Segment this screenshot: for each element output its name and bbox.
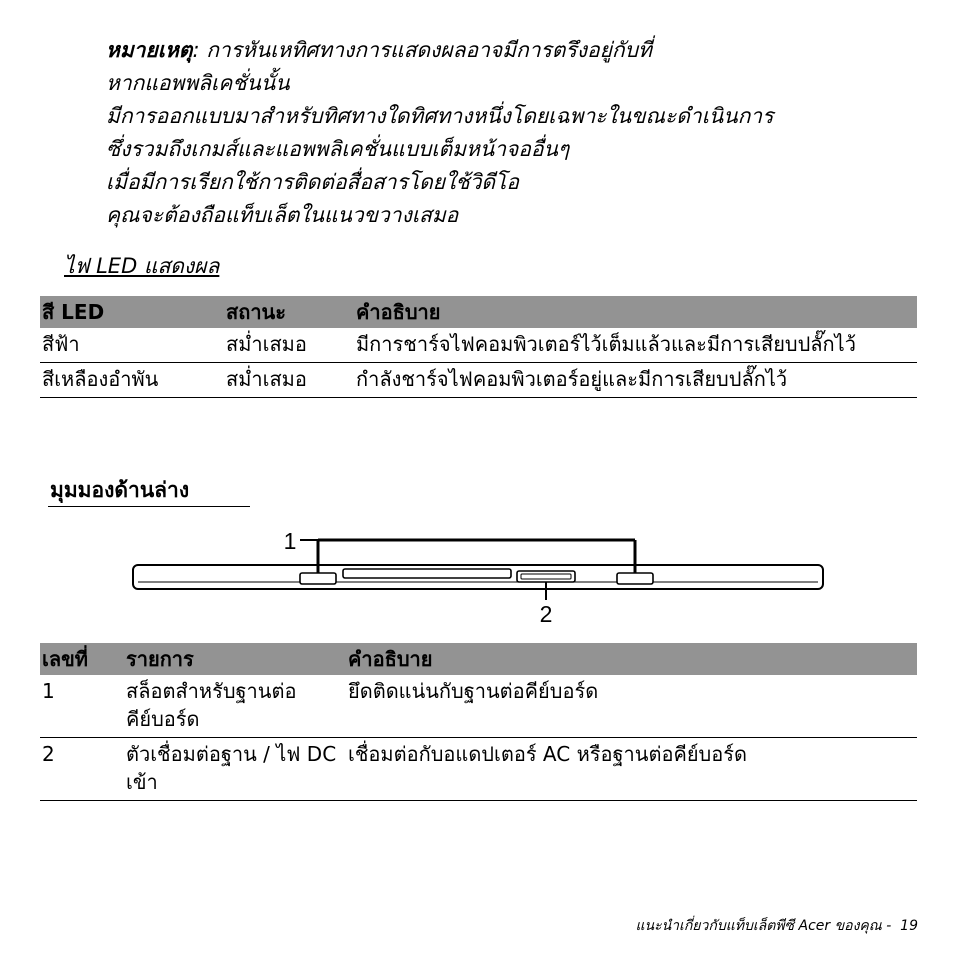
- column-header: สี LED: [40, 296, 224, 328]
- note-line-2: หากแอพพลิเคชั่นนั้น: [106, 71, 290, 95]
- table-cell: สีเหลืองอำพัน: [40, 363, 224, 398]
- table-cell: ตัวเชื่อมต่อฐาน / ไฟ DC เข้า: [124, 738, 346, 801]
- note-line-4: ซึ่งรวมถึงเกมส์และแอพพลิเคชั่นแบบเต็มหน้าจออื่นๆ: [106, 137, 570, 161]
- table-row: [40, 675, 917, 738]
- footer-text: แนะนำเกี่ยวกับแท็บเล็ตพีซี Acer ของคุณ -: [635, 918, 892, 934]
- led-section-heading: ไฟ LED แสดงผล: [64, 254, 220, 278]
- note-label: หมายเหตุ: [106, 38, 193, 62]
- table-cell: สีฟ้า: [40, 328, 224, 363]
- table-cell: สม่ำเสมอ: [224, 328, 354, 363]
- table-cell: มีการชาร์จไฟคอมพิวเตอร์ไว้เต็มแล้วและมีการเสียบปลั๊กไว้: [354, 328, 917, 363]
- long-vent: [343, 569, 511, 578]
- dock-slot-left: [300, 573, 336, 584]
- dock-connector: [517, 571, 575, 582]
- note-line-3: มีการออกแบบมาสำหรับทิศทางใดทิศทางหนึ่งโดยเฉพาะในขณะดำเนินการ: [106, 104, 774, 128]
- table-cell: 2: [40, 738, 124, 801]
- callout-2-label: 2: [539, 601, 553, 627]
- table-cell: ยึดติดแน่นกับฐานต่อคีย์บอร์ด: [346, 675, 917, 738]
- column-header: เลขที่: [40, 643, 124, 675]
- note-line-5: เมื่อมีการเรียกใช้การติดต่อสื่อสารโดยใช้วิดีโอ: [106, 170, 519, 194]
- page-footer: [592, 916, 918, 936]
- column-header: คำอธิบาย: [346, 643, 917, 675]
- table-cell: สล็อตสำหรับฐานต่อคีย์บอร์ด: [124, 675, 346, 738]
- column-header: รายการ: [124, 643, 346, 675]
- dock-slot-right: [617, 573, 653, 584]
- table-cell: เชื่อมต่อกับอแดปเตอร์ AC หรือฐานต่อคีย์บอร์ด: [346, 738, 917, 801]
- column-header: สถานะ: [224, 296, 354, 328]
- table-cell: 1: [40, 675, 124, 738]
- table-row: [40, 738, 917, 801]
- page-number: 19: [900, 918, 918, 934]
- ports-table: [40, 643, 917, 801]
- note-line-6: คุณจะต้องถือแท็บเล็ตในแนวขวางเสมอ: [106, 203, 459, 227]
- table-header-row: [40, 643, 917, 675]
- column-header: คำอธิบาย: [354, 296, 917, 328]
- table-cell: สม่ำเสมอ: [224, 363, 354, 398]
- callout-1-label: 1: [283, 528, 297, 554]
- table-cell: กำลังชาร์จไฟคอมพิวเตอร์อยู่และมีการเสียบปลั๊กไว้: [354, 363, 917, 398]
- note-text: : การหันเหทิศทางการแสดงผลอาจมีการตรึงอยู่กับที่: [192, 38, 652, 62]
- bottom-view-heading: มุมมองด้านล่าง: [48, 476, 250, 507]
